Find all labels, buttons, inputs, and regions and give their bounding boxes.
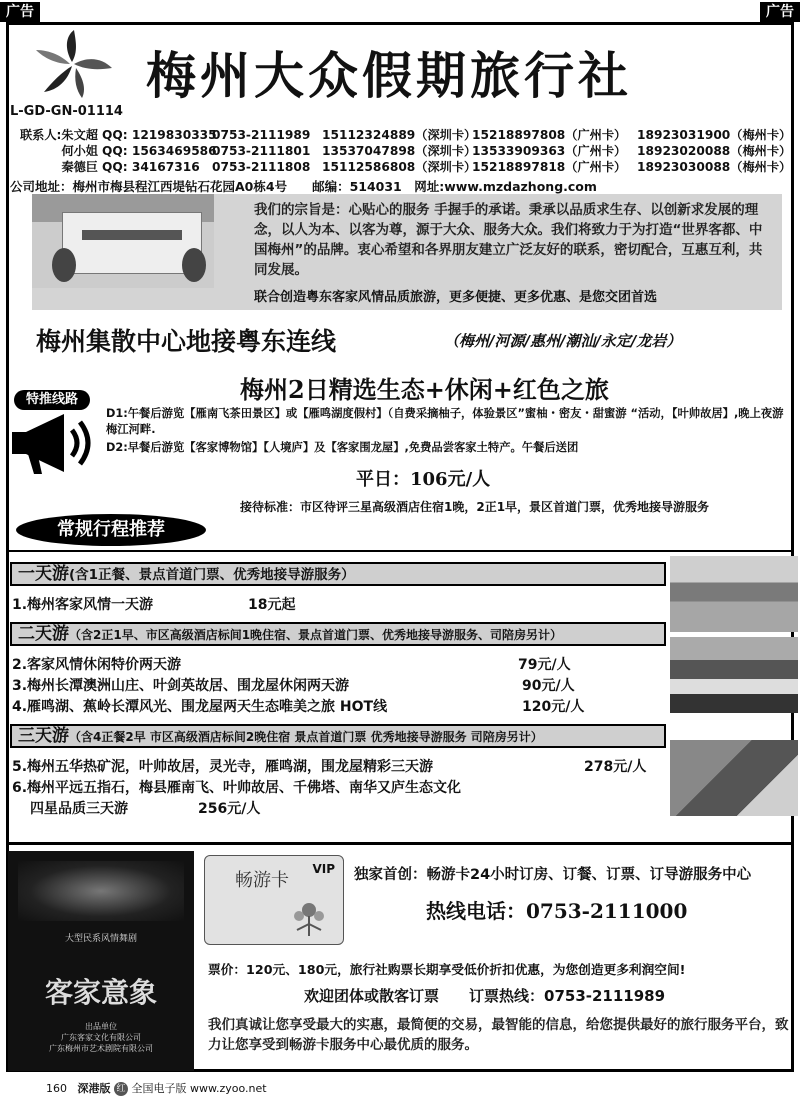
contact-mobile-meizhou: 18923031900（梅州卡） xyxy=(637,128,792,142)
tour-name: 5.梅州五华热矿泥，叶帅故居，灵光寺，雁鸣湖，围龙屋精彩三天游 xyxy=(12,759,434,775)
service-hotline: 热线电话：0753-2111000 xyxy=(426,899,688,923)
tour-name: 2.客家风情休闲特价两天游 xyxy=(12,657,182,673)
contact-name: 秦德巨 xyxy=(61,160,98,174)
contact-qq: QQ: 1563469586 xyxy=(102,144,217,158)
contact-row xyxy=(10,127,792,143)
featured-route-badge: 特推线路 xyxy=(14,390,90,410)
tour-item xyxy=(12,594,296,614)
ad-tag-right: 广告 xyxy=(760,2,800,22)
card-service-section xyxy=(6,842,794,1072)
contact-phone: 0753-2111808 xyxy=(212,160,311,174)
card-fares: 票价：120元、180元，旅行社购票长期享受低价折扣优惠，为您创造更多利润空间! xyxy=(208,962,686,977)
tour-item xyxy=(12,696,585,716)
featured-tour-title: 梅州2日精选生态+休闲+红色之旅 xyxy=(240,375,609,404)
category-detail: （含4正餐2早 市区高级酒店标间2晚住宿 景点首道门票 优秀地接导游服务 司陪房另计） xyxy=(69,730,543,744)
category-detail: (含1正餐、景点首道门票、优秀地接导游服务） xyxy=(69,567,355,583)
category-three-day xyxy=(10,724,666,748)
contact-name: 联系人:朱文超 xyxy=(20,128,98,142)
tour-item xyxy=(12,675,575,695)
contact-phone: 0753-2111801 xyxy=(212,144,311,158)
scenery-photo-village xyxy=(670,556,798,632)
category-label: 二天游 xyxy=(18,624,69,644)
contact-qq: QQ: 1219830335 xyxy=(102,128,217,142)
page-footer xyxy=(46,1080,267,1096)
featured-price: 平日：106元/人 xyxy=(356,469,491,490)
mission-slogan: 联合创造粤东客家风情品质旅游，更多便捷、更多优惠、是您交团首选 xyxy=(254,290,658,305)
category-one-day xyxy=(10,562,666,586)
tour-price: 79元/人 xyxy=(518,657,571,673)
tour-price: 120元/人 xyxy=(522,699,585,715)
featured-day1: D1:午餐后游览【雁南飞茶田景区】或【雁鸣湖度假村】（自费采摘柚子，体验景区”蜜柚・密友・甜蜜游 “活动，【叶帅故居】,晚上夜游梅江河畔. xyxy=(106,407,784,436)
tour-name: 3.梅州长潭澳洲山庄、叶剑英故居、围龙屋休闲两天游 xyxy=(12,678,350,694)
tour-price: 256元/人 xyxy=(198,801,261,817)
agency-logo-icon xyxy=(24,28,124,100)
contact-row xyxy=(10,159,792,175)
national-edition: 全国电子版 www.zyoo.net xyxy=(131,1082,267,1095)
card-vip-label: VIP xyxy=(312,862,335,876)
exclusive-service-text: 独家首创：畅游卡24小时订房、订餐、订票、订导游服务中心 xyxy=(354,867,752,883)
company-address: 公司地址：梅州市梅县程江西堤钻石花园A0栋4号 邮编：514031 网址:www.mzdazhong.com xyxy=(10,179,597,194)
license-number: L-GD-GN-01114 xyxy=(10,104,123,119)
category-detail: （含2正1早、市区高级酒店标间1晚住宿、景点首道门票、优秀地接导游服务、司陪房另计） xyxy=(69,628,563,642)
reception-standard: 接待标准：市区待评三星高级酒店住宿1晚，2正1早，景区首道门票，优秀地接导游服务 xyxy=(240,500,710,514)
contact-qq: QQ: 34167316 xyxy=(102,160,200,174)
tour-price: 18元起 xyxy=(248,597,296,613)
dance-drama-poster xyxy=(8,851,194,1071)
contact-list xyxy=(10,127,792,175)
routine-tours-badge: 常规行程推荐 xyxy=(16,514,206,546)
scenery-photo-lake-cablecar xyxy=(670,637,798,713)
contact-name: 何小姐 xyxy=(61,144,98,158)
flower-icon xyxy=(287,896,331,936)
poster-organizer: 出品单位 广东客家文化有限公司 广东梅州市艺术剧院有限公司 xyxy=(49,1022,153,1053)
category-label: 三天游 xyxy=(18,726,69,746)
contact-row xyxy=(10,143,792,159)
page-number: 160 xyxy=(46,1082,67,1095)
contact-phone: 0753-2111989 xyxy=(212,128,311,142)
contact-mobile-guangzhou: 15218897808（广州卡） xyxy=(472,128,627,142)
edition-badge: 红 xyxy=(114,1082,128,1096)
distribution-regions: （梅州/河源/惠州/潮汕/永定/龙岩） xyxy=(444,332,682,350)
tour-name: 6.梅州平远五指石，梅县雁南飞、叶帅故居、千佛塔、南华又庐生态文化 xyxy=(12,780,462,796)
category-two-day xyxy=(10,622,666,646)
tour-item xyxy=(30,798,261,818)
contact-mobile-shenzhen: 15112324889（深圳卡） xyxy=(322,128,477,142)
office-building-photo xyxy=(32,194,214,288)
mission-statement: 我们的宗旨是：心贴心的服务 手握手的承诺。秉承以品质求生存、以创新求发展的理念，以人为本、以客为尊，源于大众、服务大众。我们将致力于为打造“世界客都、中国梅州”的品牌。衷心希望和各界朋友建立广泛友好的联系，密切配合，互惠互利，共同发展。 xyxy=(254,202,763,278)
service-promise: 我们真诚让您享受最大的实惠，最简便的交易，最智能的信息，给您提供最好的旅行服务平台，致力让您享受到畅游卡服务中心最优质的服务。 xyxy=(208,1017,789,1053)
contact-mobile-guangzhou: 13533909363（广州卡） xyxy=(472,144,627,158)
contact-mobile-shenzhen: 13537047898（深圳卡） xyxy=(322,144,477,158)
tour-name: 四星品质三天游 xyxy=(30,801,128,817)
section-divider xyxy=(6,550,794,552)
travel-card-image xyxy=(204,855,344,945)
poster-subtitle: 大型民系风情舞剧 xyxy=(64,934,137,944)
tour-item xyxy=(12,756,647,776)
contact-mobile-shenzhen: 15112586808（深圳卡） xyxy=(322,160,477,174)
tour-price: 278元/人 xyxy=(584,759,647,775)
distribution-center-title: 梅州集散中心地接粤东连线 xyxy=(36,327,337,356)
booking-hotline: 欢迎团体或散客订票 订票热线：0753-2111989 xyxy=(304,987,666,1005)
tour-name: 1.梅州客家风情一天游 xyxy=(12,597,154,613)
tour-item xyxy=(12,777,461,797)
poster-title: 客家意象 xyxy=(44,976,157,1009)
tour-item xyxy=(12,654,571,674)
featured-day2: D2:早餐后游览【客家博物馆】【人境庐】及【客家围龙屋】,免费品尝客家土特产。午餐后送团 xyxy=(106,441,579,454)
megaphone-icon xyxy=(8,410,100,476)
mission-section xyxy=(32,194,782,310)
contact-mobile-guangzhou: 15218897818（广州卡） xyxy=(472,160,627,174)
agency-title: 梅州大众假期旅行社 xyxy=(146,46,632,105)
edition-label: 深港版 xyxy=(77,1082,111,1095)
scenery-photo-tea-terraces xyxy=(670,740,798,816)
tour-name: 4.雁鸣湖、蕉岭长潭风光、围龙屋两天生态唯美之旅 HOT线 xyxy=(12,699,388,715)
card-name: 畅游卡 xyxy=(235,870,289,891)
tour-price: 90元/人 xyxy=(522,678,575,694)
ad-tag-left: 广告 xyxy=(0,2,40,22)
category-label: 一天游 xyxy=(18,564,69,584)
contact-mobile-meizhou: 18923030088（梅州卡） xyxy=(637,160,792,174)
contact-mobile-meizhou: 18923020088（梅州卡） xyxy=(637,144,792,158)
